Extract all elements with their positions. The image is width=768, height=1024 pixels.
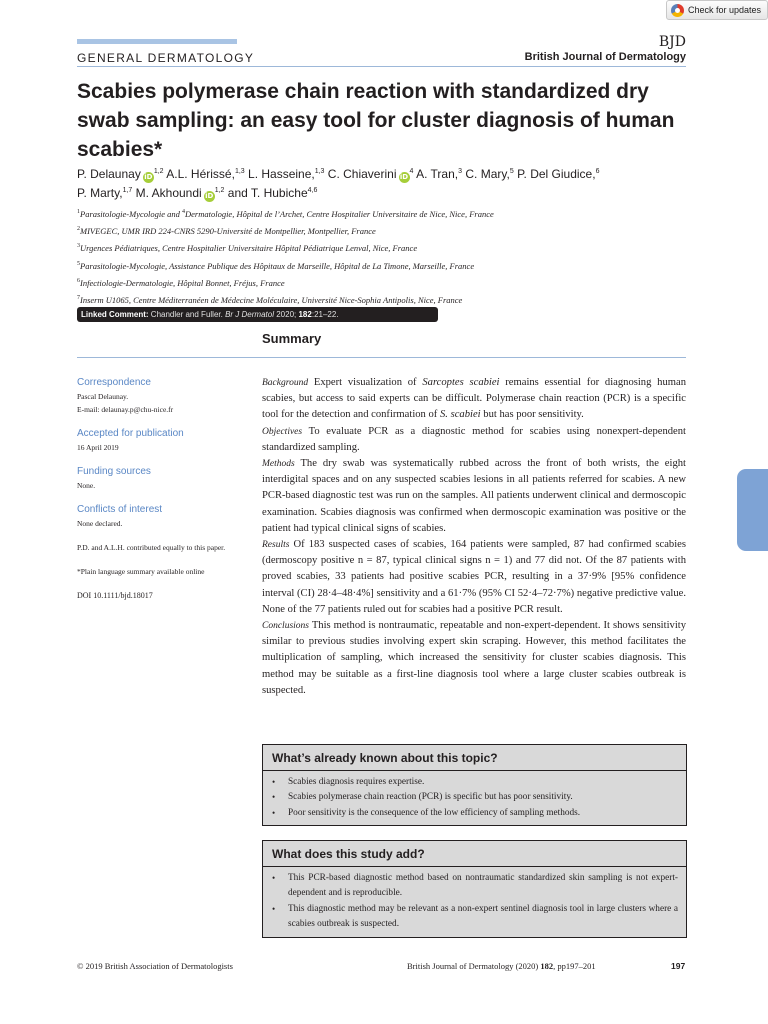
affiliation-list [77,205,687,308]
author[interactable]: L. Hasseine, [248,167,315,181]
author-affiliation-sup: 3 [458,168,463,175]
contribution-note: P.D. and A.L.H. contributed equally to this paper. [77,543,226,552]
author-affiliation-sup: 1,3 [234,168,245,175]
affiliation-sup: 4 [181,209,185,215]
citation [407,961,596,971]
author-affiliation-sup: 4,6 [307,187,318,194]
crossmark-icon [671,4,684,17]
affiliation-item [77,205,687,222]
section-accent-bar [77,39,237,44]
abstract-label: Results [262,540,290,551]
abstract-label: Conclusions [262,621,309,632]
abstract-results [262,537,686,618]
author-affiliation-sup: 1,2 [214,187,225,194]
correspondence-email[interactable]: E-mail: delaunay.p@chu-nice.fr [77,405,174,414]
affiliation-sup: 5 [77,260,80,267]
affiliation-item [77,257,687,274]
correspondence-heading: Correspondence [77,377,151,388]
known-topic-list [263,771,686,825]
author-affiliation-sup: 4 [409,168,414,175]
known-topic-heading: What’s already known about this topic? [263,745,686,771]
linked-comment-label: Linked Comment: [81,310,149,319]
affiliation-item [77,222,687,239]
linked-comment-banner [77,307,438,322]
author[interactable]: A.L. Hérissé, [166,167,235,181]
accepted-date: 16 April 2019 [77,443,119,452]
correspondence-name: Pascal Delaunay. [77,392,129,401]
list-item: • This diagnostic method may be relevant as a non-expert sentinel diagnosis tool in large clusters where a scabies outbreak is suspected. [272,902,678,933]
linked-comment-link[interactable] [151,310,339,319]
known-topic-box [262,744,687,826]
abstract-background [262,375,686,424]
linked-comment-authors: Chandler and Fuller. [150,310,223,319]
author[interactable]: P. Marty, [77,186,123,200]
author[interactable]: and T. Hubiche [227,186,308,200]
author[interactable]: C. Chiaverini [327,167,397,181]
citation-journal: British Journal of Dermatology (2020) [407,961,539,971]
funding-heading: Funding sources [77,466,151,477]
abstract-text: To evaluate PCR as a diagnostic method for scabies using nonexpert-dependent standardized sampling. [262,425,686,453]
affiliation-text: Inserm U1065, Centre Méditerranéen de Médecine Moléculaire, Université Nice-Sophia Antipolis, Nice, France [80,295,463,305]
abstract-text: Expert visualization of [313,377,417,388]
affiliation-text: Parasitologie-Mycologie, Assistance Publique des Hôpitaux de Marseille, Hôpital de La Timone, Marseille, France [80,260,475,271]
citation-pages: , pp197–201 [553,961,596,971]
author-affiliation-sup: 5 [509,168,514,175]
header-divider [77,66,686,67]
abstract-conclusions [262,618,686,699]
author-list [77,164,687,202]
affiliation-item [77,274,687,291]
page-number: 197 [671,961,686,971]
doi[interactable]: DOI 10.1111/bjd.18017 [77,591,153,600]
author[interactable]: P. Del Giudice, [517,167,596,181]
list-item: • Poor sensitivity is the consequence of the low efficiency of sampling methods. [272,806,678,821]
author[interactable]: C. Mary, [465,167,510,181]
affiliation-sup: 6 [77,277,80,284]
orcid-icon[interactable]: iD [205,192,214,200]
author[interactable]: P. Delaunay [77,167,141,181]
check-for-updates-button[interactable] [666,0,768,20]
list-item: • This PCR-based diagnostic method based on nontraumatic standardized skin sampling is not expert-dependent and is reproducible. [272,871,678,902]
abstract [262,375,686,699]
author-affiliation-sup: 1,7 [122,187,133,194]
list-item: • Scabies diagnosis requires expertise. [272,775,678,790]
summary-divider [77,357,686,358]
abstract-text: This method is nontraumatic, repeatable and non-expert-dependent. It shows sensitivity similar to previous studies involving expert skin scraping. However, this method facilitates the multiplication of sampling, which increased the sensitivity for cluster scabies diagnosis. This method may be suitable as a first-line diagnosis tool where a large cluster scabies outbreak is suspected. [262,620,686,696]
funding-text: None. [77,481,96,490]
affiliation-item [77,291,687,308]
accepted-heading: Accepted for publication [77,428,184,439]
affiliation-sup: 3 [77,243,80,250]
affiliation-item [77,239,687,256]
article-info-sidebar [77,376,252,602]
abstract-label: Methods [262,459,295,470]
author-affiliation-sup: 6 [595,168,600,175]
author[interactable]: M. Akhoundi [135,186,202,200]
abstract-objectives [262,424,686,456]
species-name: S. scabiei [440,409,481,421]
summary-heading: Summary [262,331,322,346]
abstract-label: Background [262,378,309,388]
linked-comment-pages: :21–22. [311,310,339,319]
author-affiliation-sup: 1,3 [314,168,325,175]
orcid-icon[interactable]: iD [399,173,409,181]
affiliation-text: Infectiologie-Dermatologie, Hôpital Bonnet, Fréjus, France [80,277,285,288]
side-tab[interactable] [737,469,768,551]
study-adds-box [262,840,687,938]
author[interactable]: A. Tran, [416,167,459,181]
species-name: Sarcoptes scabiei [422,377,500,388]
journal-name: British Journal of Dermatology [524,51,686,63]
conflicts-text: None declared. [77,519,123,528]
author-affiliation-sup: 1,2 [153,168,164,175]
affiliation-sup: 1 [77,209,80,215]
abstract-methods [262,456,686,537]
affiliation-text: Urgences Pédiatriques, Centre Hospitalier Universitaire Hôpital Pédiatrique Lenval, Nice, France [80,243,418,254]
abstract-label: Objectives [262,426,303,437]
affiliation-text: MIVEGEC, UMR IRD 224-CNRS 5290-Université de Montpellier, Montpellier, France [80,226,376,237]
citation-volume: 182 [540,961,554,971]
conflicts-heading: Conflicts of interest [77,504,163,515]
copyright: © 2019 British Association of Dermatologists [77,961,233,971]
article-title: Scabies polymerase chain reaction with standardized dry swab sampling: an easy tool for cluster diagnosis of human scabies* [77,80,675,161]
list-item: • Scabies polymerase chain reaction (PCR) is specific but has poor sensitivity. [272,790,678,805]
study-adds-heading: What does this study add? [263,841,686,867]
affiliation-text: Parasitologie-Mycologie and [80,208,182,219]
section-label: GENERAL DERMATOLOGY [77,51,255,65]
affiliation-sup: 7 [77,295,80,302]
linked-comment-journal: Br J Dermatol [225,310,274,319]
abstract-text: remains essential for diagnosing human scabies, but access to said experts can be difficult. Polymerase chain reaction (PCR) is a specific tool for the detection and confirmation of [262,377,686,421]
plain-language-note: *Plain language summary available online [77,567,205,576]
linked-comment-volume: 182 [298,310,312,319]
orcid-icon[interactable]: iD [144,173,153,181]
study-adds-list [263,867,686,937]
journal-abbreviation: BJD [658,34,686,50]
affiliation-sup: 2 [77,226,80,233]
abstract-text: but has poor sensitivity. [483,409,584,421]
check-for-updates-label: Check for updates [688,5,762,15]
abstract-text: Of 183 suspected cases of scabies, 164 patients were sampled, 87 had confirmed scabies (dermoscopy positive n = 87, typical clinical signs n = 1) and 77 did not. Of the 87 patients with proved scabies, 33 patients had positive scabies PCR, resulting in a 37·9% [95% confidence interval (CI) 28·4–48·4%] sensitivity and a 61·7% (95% CI 52·4–72·7%) negative predictive value. None of the 77 patients ruled out for scabies had a positive PCR result. [262,539,686,615]
affiliation-text: Dermatologie, Hôpital de l’Archet, Centre Hospitalier Universitaire de Nice, Nice, France [184,208,494,219]
linked-comment-year: 2020; [276,310,297,319]
abstract-text: The dry swab was systematically rubbed across the front of both wrists, the eight interdigital spaces and on any suspected scabies lesions in all patients referred for scabies. A new PCR-based diagnostic test was run on the samples. All patients underwent clinical and dermoscopic examination. Scabies diagnosis was confirmed when dermoscopic examination was positive or the patient had typical clinical signs of scabies. [262,458,686,534]
